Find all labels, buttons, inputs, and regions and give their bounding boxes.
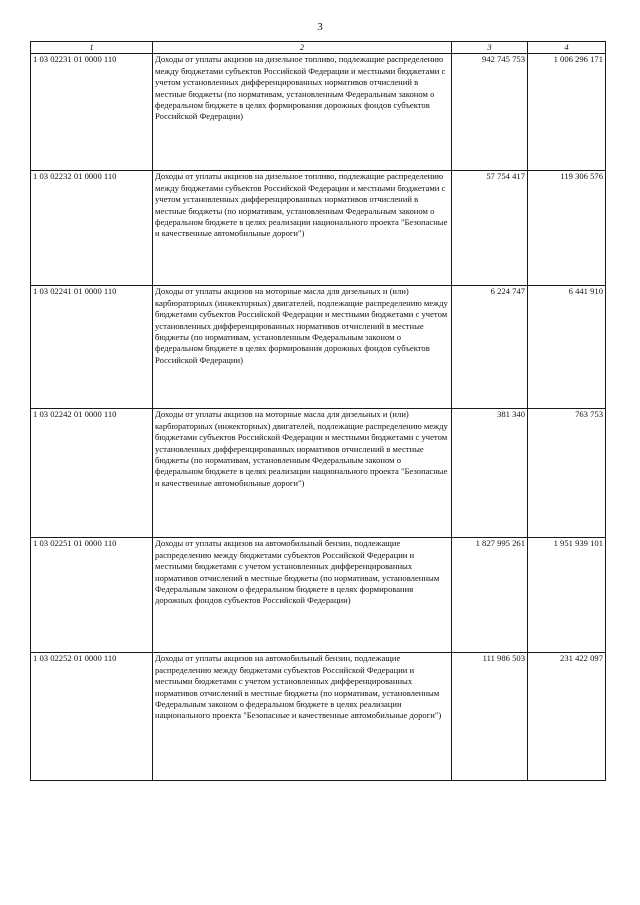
description-cell: Доходы от уплаты акцизов на дизельное топливо, подлежащие распределению между бюджетами субъектов Российской Федерации и местными бюджетами с учетом установленных дифференцированных нормативов отчислений в местные бюджеты (по нормативам, установленным Федеральным законом о федеральном бюджете в целях формирования дорожных фондов субъектов Российской Федерации)	[153, 54, 452, 171]
amount-col4-cell: 763 753	[528, 409, 606, 538]
budget-code-cell: 1 03 02241 01 0000 110	[31, 286, 153, 409]
description-cell: Доходы от уплаты акцизов на автомобильный бензин, подлежащие распределению между бюджетами субъектов Российской Федерации и местными бюджетами с учетом установленных дифференцированных нормативов отчислений в местные бюджеты (по нормативам, установленным Федеральным законом о федеральном бюджете в целях формирования дорожных фондов субъектов Российской Федерации)	[153, 538, 452, 653]
budget-code-cell: 1 03 02242 01 0000 110	[31, 409, 153, 538]
amount-col4-cell: 1 951 939 101	[528, 538, 606, 653]
column-header-2: 2	[153, 42, 452, 54]
amount-col4-cell: 6 441 910	[528, 286, 606, 409]
budget-code-cell: 1 03 02232 01 0000 110	[31, 171, 153, 286]
budget-code-cell: 1 03 02231 01 0000 110	[31, 54, 153, 171]
table-row	[31, 538, 606, 653]
description-cell: Доходы от уплаты акцизов на автомобильный бензин, подлежащие распределению между бюджетами субъектов Российской Федерации и местными бюджетами с учетом установленных дифференцированных нормативов отчислений в местные бюджеты (по нормативам, установленным Федеральным законом о федеральном бюджете в целях реализации национального проекта "Безопасные и качественные автомобильные дороги")	[153, 653, 452, 781]
column-header-3: 3	[452, 42, 528, 54]
table-row	[31, 171, 606, 286]
amount-col4-cell: 119 306 576	[528, 171, 606, 286]
budget-code-cell: 1 03 02251 01 0000 110	[31, 538, 153, 653]
amount-col3-cell: 111 986 503	[452, 653, 528, 781]
budget-revenue-table	[30, 41, 606, 781]
page-number: 3	[317, 21, 323, 33]
column-header-1: 1	[31, 42, 153, 54]
amount-col3-cell: 381 340	[452, 409, 528, 538]
description-cell: Доходы от уплаты акцизов на моторные масла для дизельных и (или) карбюраторных (инжекторных) двигателей, подлежащие распределению между бюджетами субъектов Российской Федерации и местными бюджетами с учетом установленных дифференцированных нормативов отчислений в местные бюджеты (по нормативам, установленным Федеральным законом о федеральном бюджете в целях формирования дорожных фондов субъектов Российской Федерации)	[153, 286, 452, 409]
table-row	[31, 286, 606, 409]
amount-col4-cell: 1 006 296 171	[528, 54, 606, 171]
description-cell: Доходы от уплаты акцизов на моторные масла для дизельных и (или) карбюраторных (инжекторных) двигателей, подлежащие распределению между бюджетами субъектов Российской Федерации и местными бюджетами с учетом установленных дифференцированных нормативов отчислений в местные бюджеты (по нормативам, установленным Федеральным законом о федеральном бюджете в целях реализации национального проекта "Безопасные и качественные автомобильные дороги")	[153, 409, 452, 538]
table-row	[31, 409, 606, 538]
table-row	[31, 54, 606, 171]
table-header-row	[31, 42, 606, 54]
budget-code-cell: 1 03 02252 01 0000 110	[31, 653, 153, 781]
amount-col3-cell: 942 745 753	[452, 54, 528, 171]
table-row	[31, 653, 606, 781]
amount-col3-cell: 57 754 417	[452, 171, 528, 286]
amount-col3-cell: 1 827 995 261	[452, 538, 528, 653]
amount-col3-cell: 6 224 747	[452, 286, 528, 409]
amount-col4-cell: 231 422 097	[528, 653, 606, 781]
description-cell: Доходы от уплаты акцизов на дизельное топливо, подлежащие распределению между бюджетами субъектов Российской Федерации и местными бюджетами с учетом установленных дифференцированных нормативов отчислений в местные бюджеты (по нормативам, установленным Федеральным законом о федеральном бюджете в целях реализации национального проекта "Безопасные и качественные автомобильные дороги")	[153, 171, 452, 286]
column-header-4: 4	[528, 42, 606, 54]
